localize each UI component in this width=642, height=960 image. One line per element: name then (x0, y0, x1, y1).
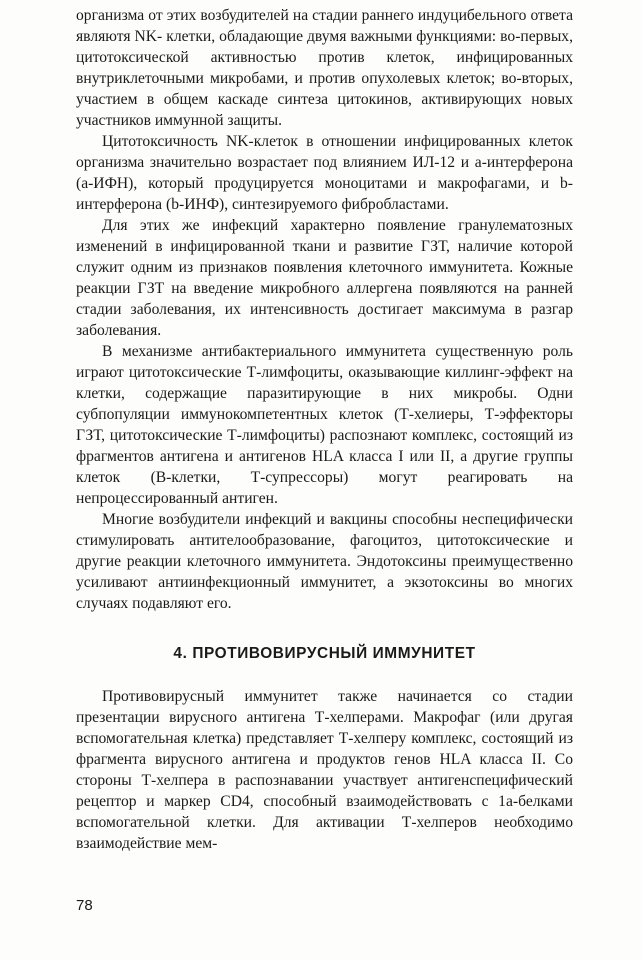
section-title: 4. ПРОТИВОВИРУСНЫЙ ИММУНИТЕТ (173, 645, 476, 662)
paragraph-antibacterial: В механизме антибактериального иммунитета существенную роль играют цитотоксические Т-лимфоциты, оказывающие киллинг-эффект на клетки, содержащие паразитирующие в них микробы. Одни субпопуляции иммунокомпетентных клеток (Т-хелиеры, Т-эффекторы ГЗТ, цитотоксические Т-лимфоциты) распознают комплекс, состоящий из фрагментов антигена и антигенов HLA класса I или II, а другие группы клеток (В-клетки, Т-супрессоры) могут реагировать на непроцессированный антиген. (76, 343, 573, 507)
paragraph-antiviral: Противовирусный иммунитет также начинается со стадии презентации вирусного антигена Т-хелперами. Макрофаг (или другая вспомогательная клетка) представляет Т-хелперу комплекс, состоящий из фрагмента вирусного антигена и продуктов генов HLA класса II. Со стороны Т-хелпера в распознавании участвует антигенспецифический рецептор и маркер CD4, способный взаимодействовать с 1а-белками вспомогательной клетки. Для активации Т-хелперов необходимо взаимодействие мем- (76, 688, 573, 852)
paragraph-pathogens: Многие возбудители инфекций и вакцины способны неспецифически стимулировать антителообразование, фагоцитоз, цитотоксические и другие реакции клеточного иммунитета. Эндотоксины преимущественно усиливают антиинфекционный иммунитет, а экзотоксины во многих случаях подавляют его. (76, 511, 573, 612)
page-number: 78 (76, 897, 93, 914)
paragraph-cytotoxicity: Цитотоксичность NK-клеток в отношении инфицированных клеток организма значительно возрастает под влиянием ИЛ-12 и а-интерферона (а-ИФН), который продуцируется моноцитами и макрофагами, и b-интерферона (b-ИНФ), синтезируемого фибробластами. (76, 133, 573, 213)
paragraph-granulomatous: Для этих же инфекций характерно появление гранулематозных изменений в инфицированной ткани и развитие ГЗТ, наличие которой служит одним из признаков появления клеточного иммунитета. Кожные реакции ГЗТ на введение микробного аллергена появляются на ранней стадии заболевания, их интенсивность достигает максимума в разгар заболевания. (76, 217, 573, 339)
page-content (76, 5, 573, 854)
paragraph-nk-cells: организма от этих возбудителей на стадии раннего индуцибельного ответа являютя NK- клетки, обладающие двумя важными функциями: во-первых, цитотоксической активностью против клеток, инфицированных внутриклеточными микробами, и против опухолевых клеток; во-вторых, участием в общем каскаде синтеза цитокинов, активирующих новых участников иммунной защиты. (76, 7, 573, 129)
